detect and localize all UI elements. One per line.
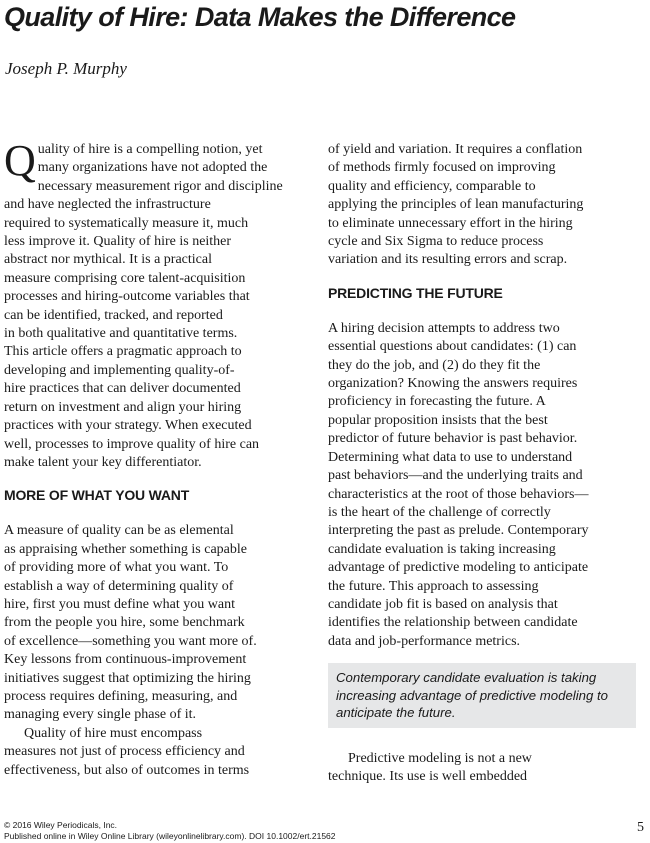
text-line: candidate evaluation is taking increasing — [328, 541, 556, 557]
text-line: establish a way of determining quality of — [4, 578, 234, 594]
text-line: developing and implementing quality-of- — [4, 362, 235, 378]
text-line: A measure of quality can be as elemental — [4, 523, 234, 539]
text-line: advantage of predictive modeling to anticipate — [328, 560, 589, 576]
text-line: to eliminate unnecessary effort in the hiring — [328, 215, 573, 231]
text-line: past behaviors—and the underlying traits and — [328, 468, 583, 484]
text-line: of providing more of what you want. To — [4, 560, 229, 576]
page-number: 5 — [637, 820, 644, 835]
text-line: popular proposition insists that the best — [328, 412, 548, 428]
body-paragraph — [4, 725, 312, 780]
text-line: technique. Its use is well embedded — [328, 769, 528, 785]
text-line: essential questions about candidates: (1) can — [328, 339, 577, 355]
publication-info: Published online in Wiley Online Library (wileyonlinelibrary.com). DOI 10.1002/ert.21562 — [4, 831, 336, 841]
text-line: many organizations have not adopted the — [37, 160, 268, 176]
section-heading: MORE OF WHAT YOU WANT — [4, 487, 190, 504]
text-line: identifies the relationship between candidate — [328, 615, 578, 631]
text-line: in both qualitative and quantitative terms. — [4, 326, 238, 342]
text-line: cycle and Six Sigma to reduce process — [328, 234, 544, 250]
text-line: data and job-performance metrics. — [328, 633, 521, 649]
text-line: of excellence—something you want more of. — [4, 633, 257, 649]
drop-cap: Q — [4, 136, 36, 185]
text-line: candidate job fit is based on analysis that — [328, 596, 558, 612]
author-name: Joseph P. Murphy — [5, 59, 127, 78]
text-line: This article offers a pragmatic approach to — [4, 344, 242, 360]
pull-quote-line: increasing advantage of predictive modeling to — [336, 687, 608, 703]
text-line: processes and hiring-outcome variables that — [4, 289, 250, 305]
text-line: well, processes to improve quality of hire can — [4, 436, 260, 452]
pull-quote-line: anticipate the future. — [336, 705, 456, 721]
text-line: make talent your key differentiator. — [4, 454, 202, 470]
text-line: uality of hire is a compelling notion, yet — [37, 142, 263, 157]
text-line: hire, first you must define what you want — [4, 596, 235, 612]
text-line: practices with your strategy. When executed — [4, 418, 252, 434]
text-line: effectiveness, but also of outcomes in terms — [4, 762, 250, 778]
text-line: quality and efficiency, comparable to — [328, 178, 536, 194]
text-line: hire practices that can deliver documented — [4, 381, 241, 397]
text-line: variation and its resulting errors and scrap. — [328, 252, 568, 268]
text-line: proficiency in forecasting the future. A — [328, 394, 546, 410]
text-line: from the people you hire, some benchmark — [4, 615, 245, 631]
text-line: characteristics at the root of those behaviors— — [328, 486, 589, 502]
text-line: Predictive modeling is not a new — [348, 750, 532, 766]
text-line: can be identified, tracked, and reported — [4, 307, 223, 323]
pull-quote — [328, 663, 636, 728]
body-paragraph — [328, 141, 638, 270]
text-line: managing every single phase of it. — [4, 707, 197, 723]
body-paragraph — [328, 750, 638, 787]
text-line: initiatives suggest that optimizing the hiring — [4, 670, 251, 686]
text-line: A hiring decision attempts to address two — [328, 320, 560, 336]
text-line: interpreting the past as prelude. Contemporary — [328, 523, 589, 539]
text-line: Determining what data to use to understand — [328, 449, 573, 465]
text-line: measure comprising core talent-acquisition — [4, 270, 246, 286]
left-column — [4, 136, 312, 780]
text-line: of methods firmly focused on improving — [328, 160, 556, 176]
text-line: they do the job, and (2) do they fit the — [328, 357, 541, 373]
text-line: less improve it. Quality of hire is neither — [4, 234, 232, 250]
text-line: necessary measurement rigor and discipline — [37, 178, 283, 194]
right-column — [328, 141, 638, 786]
text-line: applying the principles of lean manufacturing — [328, 197, 584, 213]
text-line: is the heart of the challenge of correctly — [328, 504, 551, 520]
text-line: required to systematically measure it, much — [4, 215, 249, 231]
text-line: as appraising whether something is capable — [4, 541, 247, 557]
text-line: organization? Knowing the answers requires — [328, 376, 578, 392]
text-line: return on investment and align your hiring — [4, 399, 242, 415]
body-paragraph — [4, 522, 312, 724]
text-line: the future. This approach to assessing — [328, 578, 539, 594]
text-line: of yield and variation. It requires a conflation — [328, 142, 583, 157]
page-footer — [4, 820, 336, 842]
text-line: measures not just of process efficiency and — [4, 744, 245, 760]
text-line: predictor of future behavior is past behavior. — [328, 431, 578, 447]
section-heading: PREDICTING THE FUTURE — [328, 284, 503, 301]
pull-quote-line: Contemporary candidate evaluation is taking — [336, 670, 597, 686]
article-title: Quality of Hire: Data Makes the Difference — [4, 2, 516, 32]
text-line: Key lessons from continuous-improvement — [4, 652, 247, 668]
copyright-notice: © 2016 Wiley Periodicals, Inc. — [4, 820, 118, 830]
intro-paragraph — [4, 136, 312, 472]
text-line: process requires defining, measuring, and — [4, 688, 238, 704]
text-line: Quality of hire must encompass — [24, 725, 203, 741]
text-line: and have neglected the infrastructure — [4, 197, 211, 213]
text-line: abstract nor mythical. It is a practical — [4, 252, 212, 268]
body-paragraph — [328, 320, 638, 651]
